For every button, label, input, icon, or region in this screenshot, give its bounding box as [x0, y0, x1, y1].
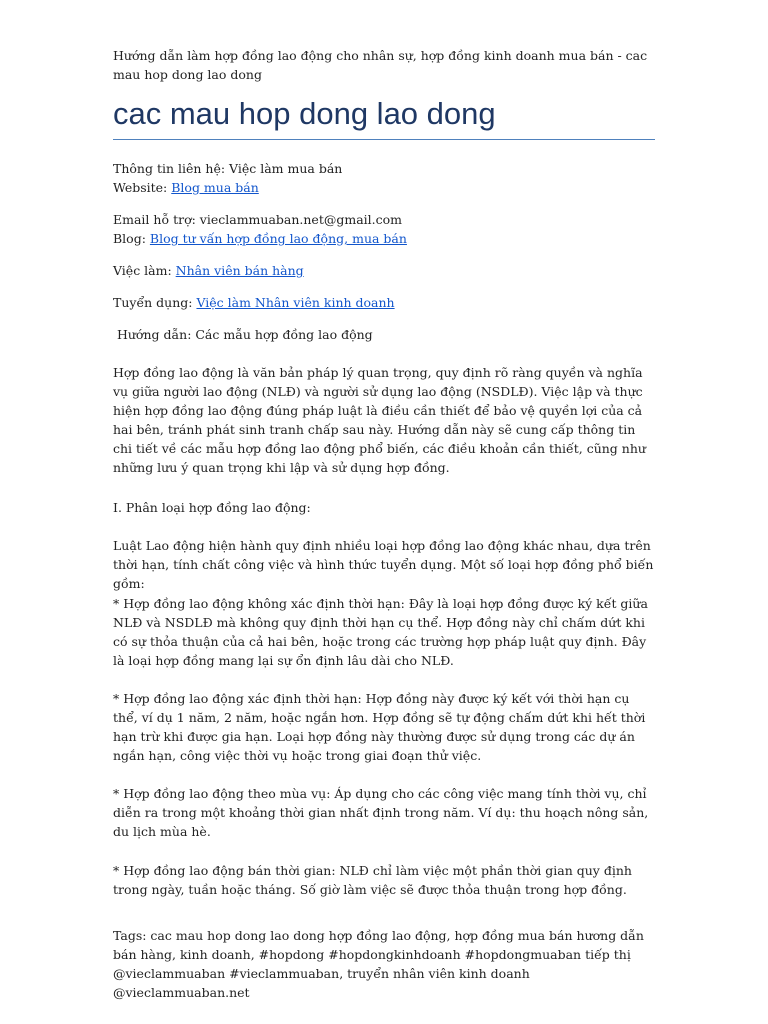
- intro-paragraph: Hợp đồng lao động là văn bản pháp lý quan trọng, quy định rõ ràng quyền và nghĩa vụ giữa người lao động (NLĐ) và người sử dụng lao động (NSDLĐ). Việc lập và thực hiện hợp đồng lao động đúng pháp luật là điều cần thiết để bảo vệ quyền lợi của cả hai bên, tránh phát sinh tranh chấp sau này. Hướng dẫn này sẽ cung cấp thông tin chi tiết về các mẫu hợp đồng lao động phổ biến, các điều khoản cần thiết, cũng như những lưu ý quan trọng khi lập và sử dụng hợp đồng.: [113, 365, 646, 475]
- blog-link[interactable]: Blog tư vấn hợp đồng lao động, mua bán: [149, 231, 407, 246]
- recruit-link[interactable]: Việc làm Nhân viên kinh doanh: [196, 295, 395, 310]
- tags-paragraph: Tags: cac mau hop dong lao dong hợp đồng lao động, hợp đồng mua bán hương dẫn bán hàng, kinh doanh, #hopdong #hopdongkinhdoanh #hopdongmuaban tiếp thị @vieclammuaban #vieclammuaban, truyển nhân viên kinh doanh @vieclammuaban.net: [113, 928, 644, 1000]
- job-link[interactable]: Nhân viên bán hàng: [175, 263, 304, 278]
- recruit-line: [113, 293, 658, 312]
- list-item: * Hợp đồng lao động không xác định thời hạn: Đây là loại hợp đồng được ký kết giữa NLĐ và NSDLĐ mà không quy định thời hạn cụ thể. Hợp đồng này chỉ chấm dứt khi có sự thỏa thuận của cả hai bên, hoặc trong các trường hợp pháp luật quy định. Đây là loại hợp đồng mang lại sự ổn định lâu dài cho NLĐ.: [113, 596, 648, 668]
- website-line: [113, 178, 658, 197]
- list-item: * Hợp đồng lao động xác định thời hạn: Hợp đồng này được ký kết với thời hạn cụ thể, ví dụ 1 năm, 2 năm, hoặc ngắn hơn. Hợp đồng sẽ tự động chấm dứt khi hết thời hạn trừ khi được gia hạn. Loại hợp đồng này thường được sử dụng trong các dự án ngắn hạn, công việc thời vụ hoặc trong giai đoạn thử việc.: [113, 691, 646, 763]
- blog-label: Blog:: [113, 231, 150, 246]
- page-title: cac mau hop dong lao dong: [113, 96, 496, 131]
- contact-label: Thông tin liên hệ: Việc làm mua bán: [113, 161, 343, 176]
- job-label: Việc làm:: [113, 263, 176, 278]
- section-heading: I. Phân loại hợp đồng lao động:: [113, 500, 311, 515]
- website-link[interactable]: Blog mua bán: [171, 180, 259, 195]
- list-item: * Hợp đồng lao động theo mùa vụ: Áp dụng cho các công việc mang tính thời vụ, chỉ diễn ra trong một khoảng thời gian nhất định trong năm. Ví dụ: thu hoạch nông sản, du lịch mùa hè.: [113, 786, 649, 839]
- recruit-label: Tuyển dụng:: [113, 295, 197, 310]
- list-item: * Hợp đồng lao động bán thời gian: NLĐ chỉ làm việc một phần thời gian quy định trong ngày, tuần hoặc tháng. Số giờ làm việc sẽ được thỏa thuận trong hợp đồng.: [113, 863, 632, 897]
- document-header: Hướng dẫn làm hợp đồng lao động cho nhân sự, hợp đồng kinh doanh mua bán - cac mau hop dong lao dong: [113, 48, 648, 82]
- title-underline: [113, 139, 655, 140]
- guide-line: Hướng dẫn: Các mẫu hợp đồng lao động: [113, 327, 373, 342]
- website-label: Website:: [113, 180, 172, 195]
- job-line: [113, 261, 658, 280]
- section-intro-paragraph: Luật Lao động hiện hành quy định nhiều loại hợp đồng lao động khác nhau, dựa trên thời hạn, tính chất công việc và hình thức tuyển dụng. Một số loại hợp đồng phổ biến gồm:: [113, 538, 654, 591]
- email-line: Email hỗ trợ: vieclammuaban.net@gmail.com: [113, 212, 403, 227]
- blog-line: [113, 229, 658, 248]
